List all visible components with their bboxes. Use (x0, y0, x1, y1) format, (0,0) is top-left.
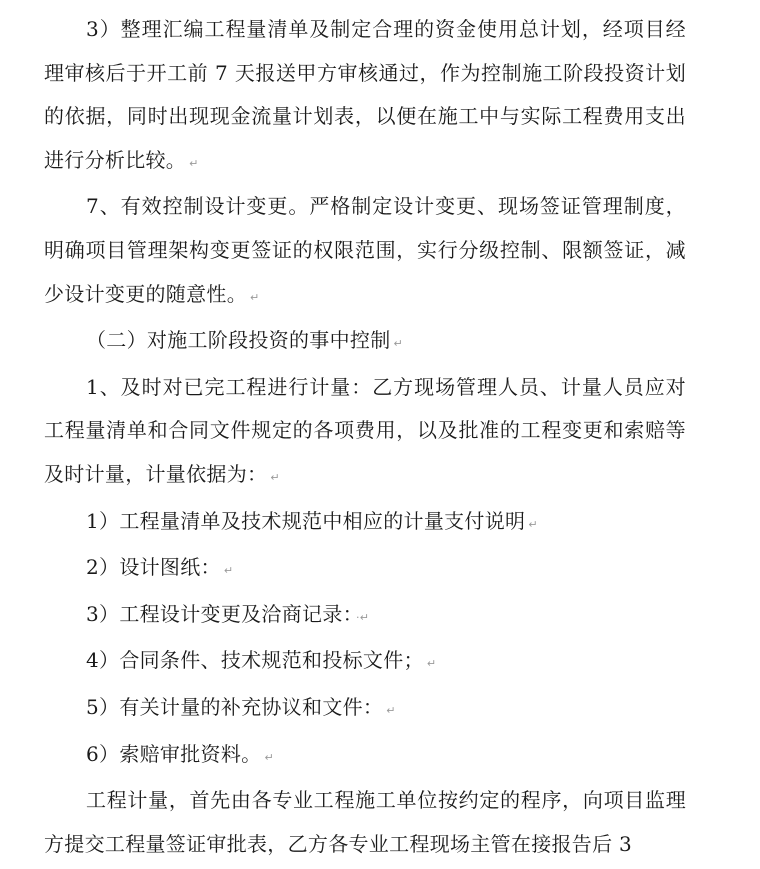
paragraph-mark-icon: ↵ (386, 703, 396, 717)
list-item: 2）设计图纸： ↵ (86, 555, 234, 580)
paragraph-mark-icon: ·↵ (355, 610, 370, 624)
paragraph-mark-icon: ↵ (528, 517, 538, 531)
list-item: 6）索赔审批资料。 ↵ (86, 741, 274, 766)
paragraph-mark-icon: ↵ (270, 470, 280, 484)
paragraph-mark-icon: ↵ (393, 337, 404, 351)
paragraph-design-change: 7、有效控制设计变更。严格制定设计变更、现场签证管理制度，明确项目管理架构变更签证的权限范围，实行分级控制、限额签证，减少设计变更的随意性。 ↵ (44, 194, 686, 306)
document-body (44, 8, 686, 869)
paragraph-mark-icon: ↵ (250, 290, 260, 304)
list-item: 5）有关计量的补充协议和文件： ↵ (86, 694, 396, 719)
paragraph-measurement-process: 工程计量，首先由各专业工程施工单位按约定的程序，向项目监理方提交工程量签证审批表，乙方各专业工程现场主管在接报告后 3 (44, 788, 686, 856)
paragraph-mark-icon: ↵ (264, 750, 274, 764)
paragraph-measurement: 1、及时对已完工程进行计量：乙方现场管理人员、计量人员应对工程量清单和合同文件规定的各项费用，以及批准的工程变更和索赔等及时计量，计量依据为： ↵ (44, 374, 686, 486)
paragraph-mark-icon: ↵ (189, 156, 199, 170)
list-item: 4）合同条件、技术规范和投标文件； ↵ (86, 648, 437, 673)
paragraph-mark-icon: ↵ (223, 564, 234, 578)
section-heading: （二）对施工阶段投资的事中控制 ↵ (86, 328, 404, 353)
paragraph-mark-icon: ↵ (426, 657, 437, 671)
paragraph-fund-plan: 3）整理汇编工程量清单及制定合理的资金使用总计划，经项目经理审核后于开工前 7 天报送甲方审核通过，作为控制施工阶段投资计划的依据，同时出现现金流量计划表，以便在施工中与实际工程费用支出进行分析比较。 ↵ (44, 17, 686, 172)
list-item: 3）工程设计变更及洽商记录： ·↵ (86, 601, 370, 626)
list-item: 1）工程量清单及技术规范中相应的计量支付说明 ↵ (86, 508, 538, 533)
